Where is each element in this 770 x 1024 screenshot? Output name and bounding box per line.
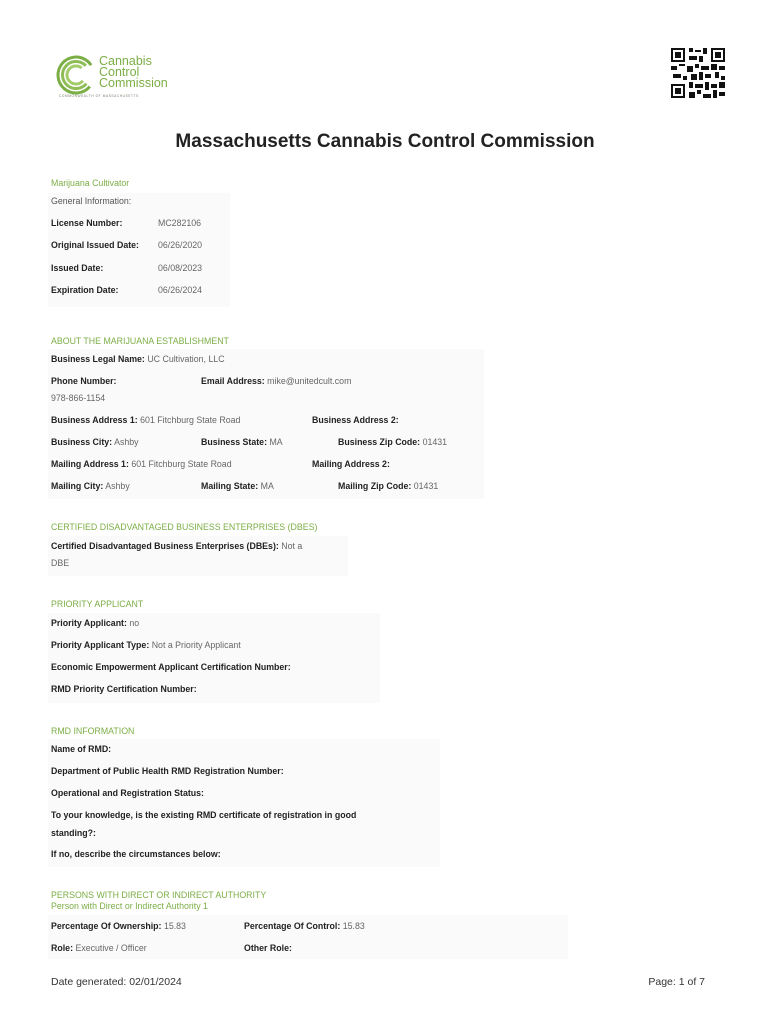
- legal-name: UC Cultivation, LLC: [147, 354, 225, 364]
- priority-applicant-row: Priority Applicant: no: [51, 618, 140, 628]
- priority-heading: PRIORITY APPLICANT: [51, 599, 144, 609]
- good-standing-label-cont: standing?:: [51, 828, 96, 838]
- persons-heading: PERSONS WITH DIRECT OR INDIRECT AUTHORITY: [51, 890, 267, 900]
- mail2-row: Mailing Address 2:: [312, 459, 390, 469]
- original-issued-date: 06/26/2020: [158, 240, 203, 250]
- control-row: Percentage Of Control: 15.83: [244, 921, 365, 931]
- logo-line-2: Control: [99, 65, 140, 79]
- logo-line-3: Commission: [99, 76, 168, 90]
- issued-date: 06/08/2023: [158, 263, 203, 273]
- rmd-box: [48, 739, 440, 867]
- license-number: MC282106: [158, 218, 202, 228]
- general-info-label: General Information:: [51, 196, 132, 206]
- describe-label: If no, describe the circumstances below:: [51, 849, 221, 859]
- rmd-priority-label: RMD Priority Certification Number:: [51, 684, 197, 694]
- rmd-heading: RMD INFORMATION: [51, 726, 135, 736]
- mail-city-row: Mailing City: Ashby: [51, 481, 130, 491]
- logo: [55, 52, 180, 100]
- legal-name-row: Business Legal Name: UC Cultivation, LLC: [51, 354, 225, 364]
- dbe-row: Certified Disadvantaged Business Enterprises (DBEs): Not a: [51, 541, 303, 551]
- other-role-label: Other Role:: [244, 943, 292, 953]
- logo-tagline: COMMONWEALTH OF MASSACHUSETTS: [59, 94, 139, 98]
- ee-cert-label: Economic Empowerment Applicant Certification Number:: [51, 662, 291, 672]
- person-1-heading: Person with Direct or Indirect Authority 1: [51, 901, 208, 911]
- address1-row: Business Address 1: 601 Fitchburg State Road: [51, 415, 241, 425]
- original-issued-label: Original Issued Date:: [51, 240, 139, 250]
- license-type: Marijuana Cultivator: [51, 178, 130, 188]
- mail-zip-row: Mailing Zip Code: 01431: [338, 481, 439, 491]
- zip-row: Business Zip Code: 01431: [338, 437, 448, 447]
- mail1-row: Mailing Address 1: 601 Fitchburg State Road: [51, 459, 232, 469]
- mail-state-row: Mailing State: MA: [201, 481, 274, 491]
- email: mike@unitedcult.com: [267, 376, 352, 386]
- expiration-label: Expiration Date:: [51, 285, 119, 295]
- qr-code-icon: [671, 48, 725, 98]
- page-title: Massachusetts Cannabis Control Commission: [175, 131, 595, 152]
- establishment-heading: ABOUT THE MARIJUANA ESTABLISHMENT: [51, 336, 229, 346]
- role-row: Role: Executive / Officer: [51, 943, 147, 953]
- rmd-name-label: Name of RMD:: [51, 744, 112, 754]
- license-number-label: License Number:: [51, 218, 123, 228]
- address2-row: Business Address 2:: [312, 415, 399, 425]
- logo-mark-icon: [55, 54, 97, 96]
- status-label: Operational and Registration Status:: [51, 788, 204, 798]
- ownership-row: Percentage Of Ownership: 15.83: [51, 921, 186, 931]
- priority-type-row: Priority Applicant Type: Not a Priority Applicant: [51, 640, 241, 650]
- phone-label: Phone Number:: [51, 376, 117, 386]
- page-number: Page: 1 of 7: [648, 976, 705, 988]
- logo-line-1: Cannabis: [99, 54, 152, 68]
- city-row: Business City: Ashby: [51, 437, 139, 447]
- issued-label: Issued Date:: [51, 263, 104, 273]
- expiration-date: 06/26/2024: [158, 285, 203, 295]
- phone-number: 978-866-1154: [51, 393, 106, 403]
- dbe-heading: CERTIFIED DISADVANTAGED BUSINESS ENTERPRISES (DBES): [51, 522, 318, 532]
- email-row: Email Address: mike@unitedcult.com: [201, 376, 352, 386]
- good-standing-label: To your knowledge, is the existing RMD certificate of registration in good: [51, 810, 357, 820]
- dph-label: Department of Public Health RMD Registration Number:: [51, 766, 284, 776]
- dbe-value-cont: DBE: [51, 558, 70, 568]
- date-generated: Date generated: 02/01/2024: [51, 976, 182, 988]
- state-row: Business State: MA: [201, 437, 283, 447]
